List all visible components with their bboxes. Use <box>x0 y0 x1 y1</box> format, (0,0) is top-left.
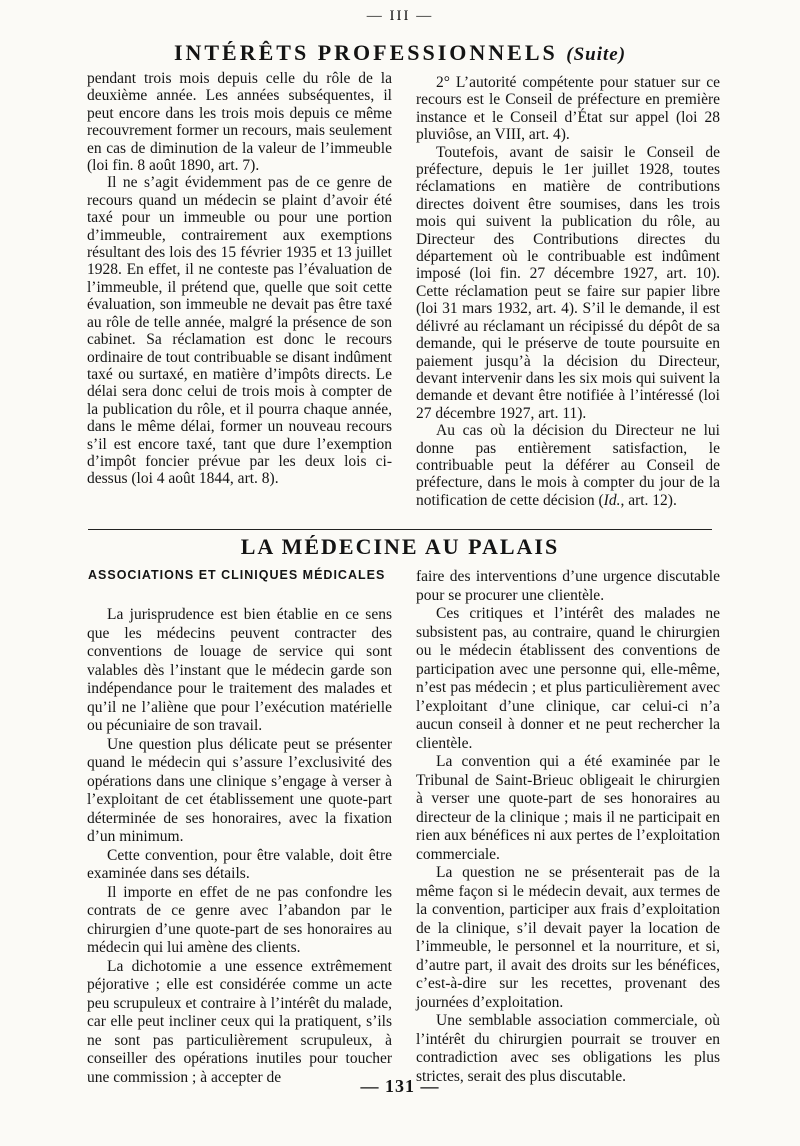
paragraph: La dichotomie a une essence extrêmement péjorative ; elle est considérée comme un acte peu scrupuleux et contraire à l’intérêt du malade, car elle peut incliner ceux qui la pratiquent, s’ils ne sont pas particulièrement scrupuleux, à conseiller des opérations inutiles pour toucher une commission ; à accepter de <box>87 957 392 1086</box>
paragraph: La question ne se présenterait pas de la même façon si le médecin devait, aux termes de la convention, participer aux frais d’exploitation de la clinique, s’il devait payer la location de l’immeuble, le personnel et la nourriture, et si, d’autre part, il avait des droits sur les bénéfices, c’est-à-dire sur les recettes, provenant des journées d’exploitation. <box>416 864 720 1011</box>
paragraph <box>416 422 720 509</box>
top-right-column <box>416 74 720 509</box>
paragraph: 2° L’autorité compétente pour statuer sur ce recours est le Conseil de préfecture en première instance et le Conseil d’État sur appel (loi 28 pluviôse, an VIII, art. 4). <box>416 74 720 144</box>
section-title: INTÉRÊTS PROFESSIONNELS <box>173 40 558 65</box>
text-run: Au cas où la décision du Directeur ne lui donne pas entièrement satisfaction, le contribuable peut la déférer au Conseil de préfecture, dans le mois à compter du jour de la notification de cette décision ( <box>416 422 720 509</box>
paragraph: pendant trois mois depuis celle du rôle de la deuxième année. Les années subséquentes, il peut encore dans les trois mois depuis ce même recouvrement former un recours, mais seulement en cas de diminution de la valeur de l’immeuble (loi fin. 8 août 1890, art. 7). <box>87 70 392 175</box>
paragraph: Ces critiques et l’intérêt des malades ne subsistent pas, au contraire, quand le chirurgien ou le médecin établissent des conventions de participation avec une personne qui, elle-même, n’est pas médecin ; et plus particulièrement avec l’exploitant d’une clinique, car celui-ci n’a aucun conseil à donner et ne peut rechercher la clientèle. <box>416 605 720 752</box>
citation-italic: Id. <box>603 491 621 509</box>
section-heading <box>0 40 800 66</box>
paragraph: La convention qui a été examinée par le Tribunal de Saint-Brieuc obligeait le chirurgien à verser une quote-part de ses honoraires au directeur de la clinique ; mais il ne participait en rien aux bénéfices ni aux pertes de l’exploitation commerciale. <box>416 753 720 863</box>
paragraph: Il ne s’agit évidemment pas de ce genre de recours quand un médecin se plaint d’avoir été taxé pour un immeuble ou pour une portion d’immeuble, contrairement aux exemptions résultant des lois des 15 février 1935 et 13 juillet 1928. En effet, il ne conteste pas l’évaluation de l’immeuble, il prétend que, quelle que soit cette évaluation, son immeuble ne devait pas être taxé au rôle de telle année, malgré la présence de son cabinet. Sa réclamation est donc le recours ordinaire de tout contribuable se disant indûment taxé ou surtaxé, en matière d’impôts directs. Le délai sera donc celui de trois mois à compter de la publication du rôle, et il pourra chaque année, dans le même délai, former un nouveau recours s’il est encore taxé, tant que dure l’exemption d’impôt foncier prévue par les deux lois ci-dessus (loi 4 août 1844, art. 8). <box>87 174 392 488</box>
article-right-column <box>416 568 720 1086</box>
paragraph: Une semblable association commerciale, où l’intérêt du chirurgien pourrait se trouver en contradiction avec ses obligations les plus strictes, serait des plus discutable. <box>416 1012 720 1085</box>
paragraph: Cette convention, pour être valable, doit être examinée dans ses détails. <box>87 846 392 882</box>
roman-page-number: — III — <box>366 8 434 24</box>
paragraph: La jurisprudence est bien établie en ce sens que les médecins peuvent contracter des conventions de louage de service qui sont valables dès l’instant que le médecin garde son indépendance pour le traitement des malades et qu’il ne l’aliène que pour l’exécution matérielle ou pécuniaire de son travail. <box>87 606 392 734</box>
section-divider <box>88 529 712 530</box>
paragraph: Toutefois, avant de saisir le Conseil de préfecture, depuis le 1er juillet 1928, toutes réclamations en matière de contributions directes doivent être soumises, dans les trois mois qui suivent la publication du rôle, au Directeur des Contributions directes du département où le contribuable est indûment imposé (loi fin. 27 décembre 1927, art. 10). Cette réclamation peut se faire sur papier libre (loi 31 mars 1932, art. 4). S’il le demande, il est délivré au réclamant un récipissé du dépôt de sa demande, qui le préserve de toute poursuite en paiement jusqu’à la décision du Directeur, devant intervenir dans les six mois qui suivent la demande et devant être notifiée à l’intéressé (loi 27 décembre 1927, art. 11). <box>416 143 720 422</box>
section-suffix: (Suite) <box>566 44 627 65</box>
paragraph: faire des interventions d’une urgence discutable pour se procurer une clientèle. <box>416 568 720 604</box>
page-number: — 131 — <box>360 1076 440 1096</box>
article-title: LA MÉDECINE AU PALAIS <box>240 534 560 559</box>
paragraph: Il importe en effet de ne pas confondre les contrats de ce genre avec l’abandon par le chirurgien d’une quote-part de ses honoraires au médecin qui lui amène des clients. <box>87 883 392 956</box>
top-left-column <box>87 70 392 488</box>
article-subtitle: ASSOCIATIONS ET CLINIQUES MÉDICALES <box>88 568 386 582</box>
text-run: , art. 12). <box>620 491 677 509</box>
paragraph: Une question plus délicate peut se présenter quand le médecin qui s’assure l’exclusivité des opérations dans une clinique s’engage à verser à l’exploitant de cet établissement une quote-part déterminée de ses honoraires, avec la fixation d’un minimum. <box>87 735 392 845</box>
article-left-column <box>87 606 392 1087</box>
